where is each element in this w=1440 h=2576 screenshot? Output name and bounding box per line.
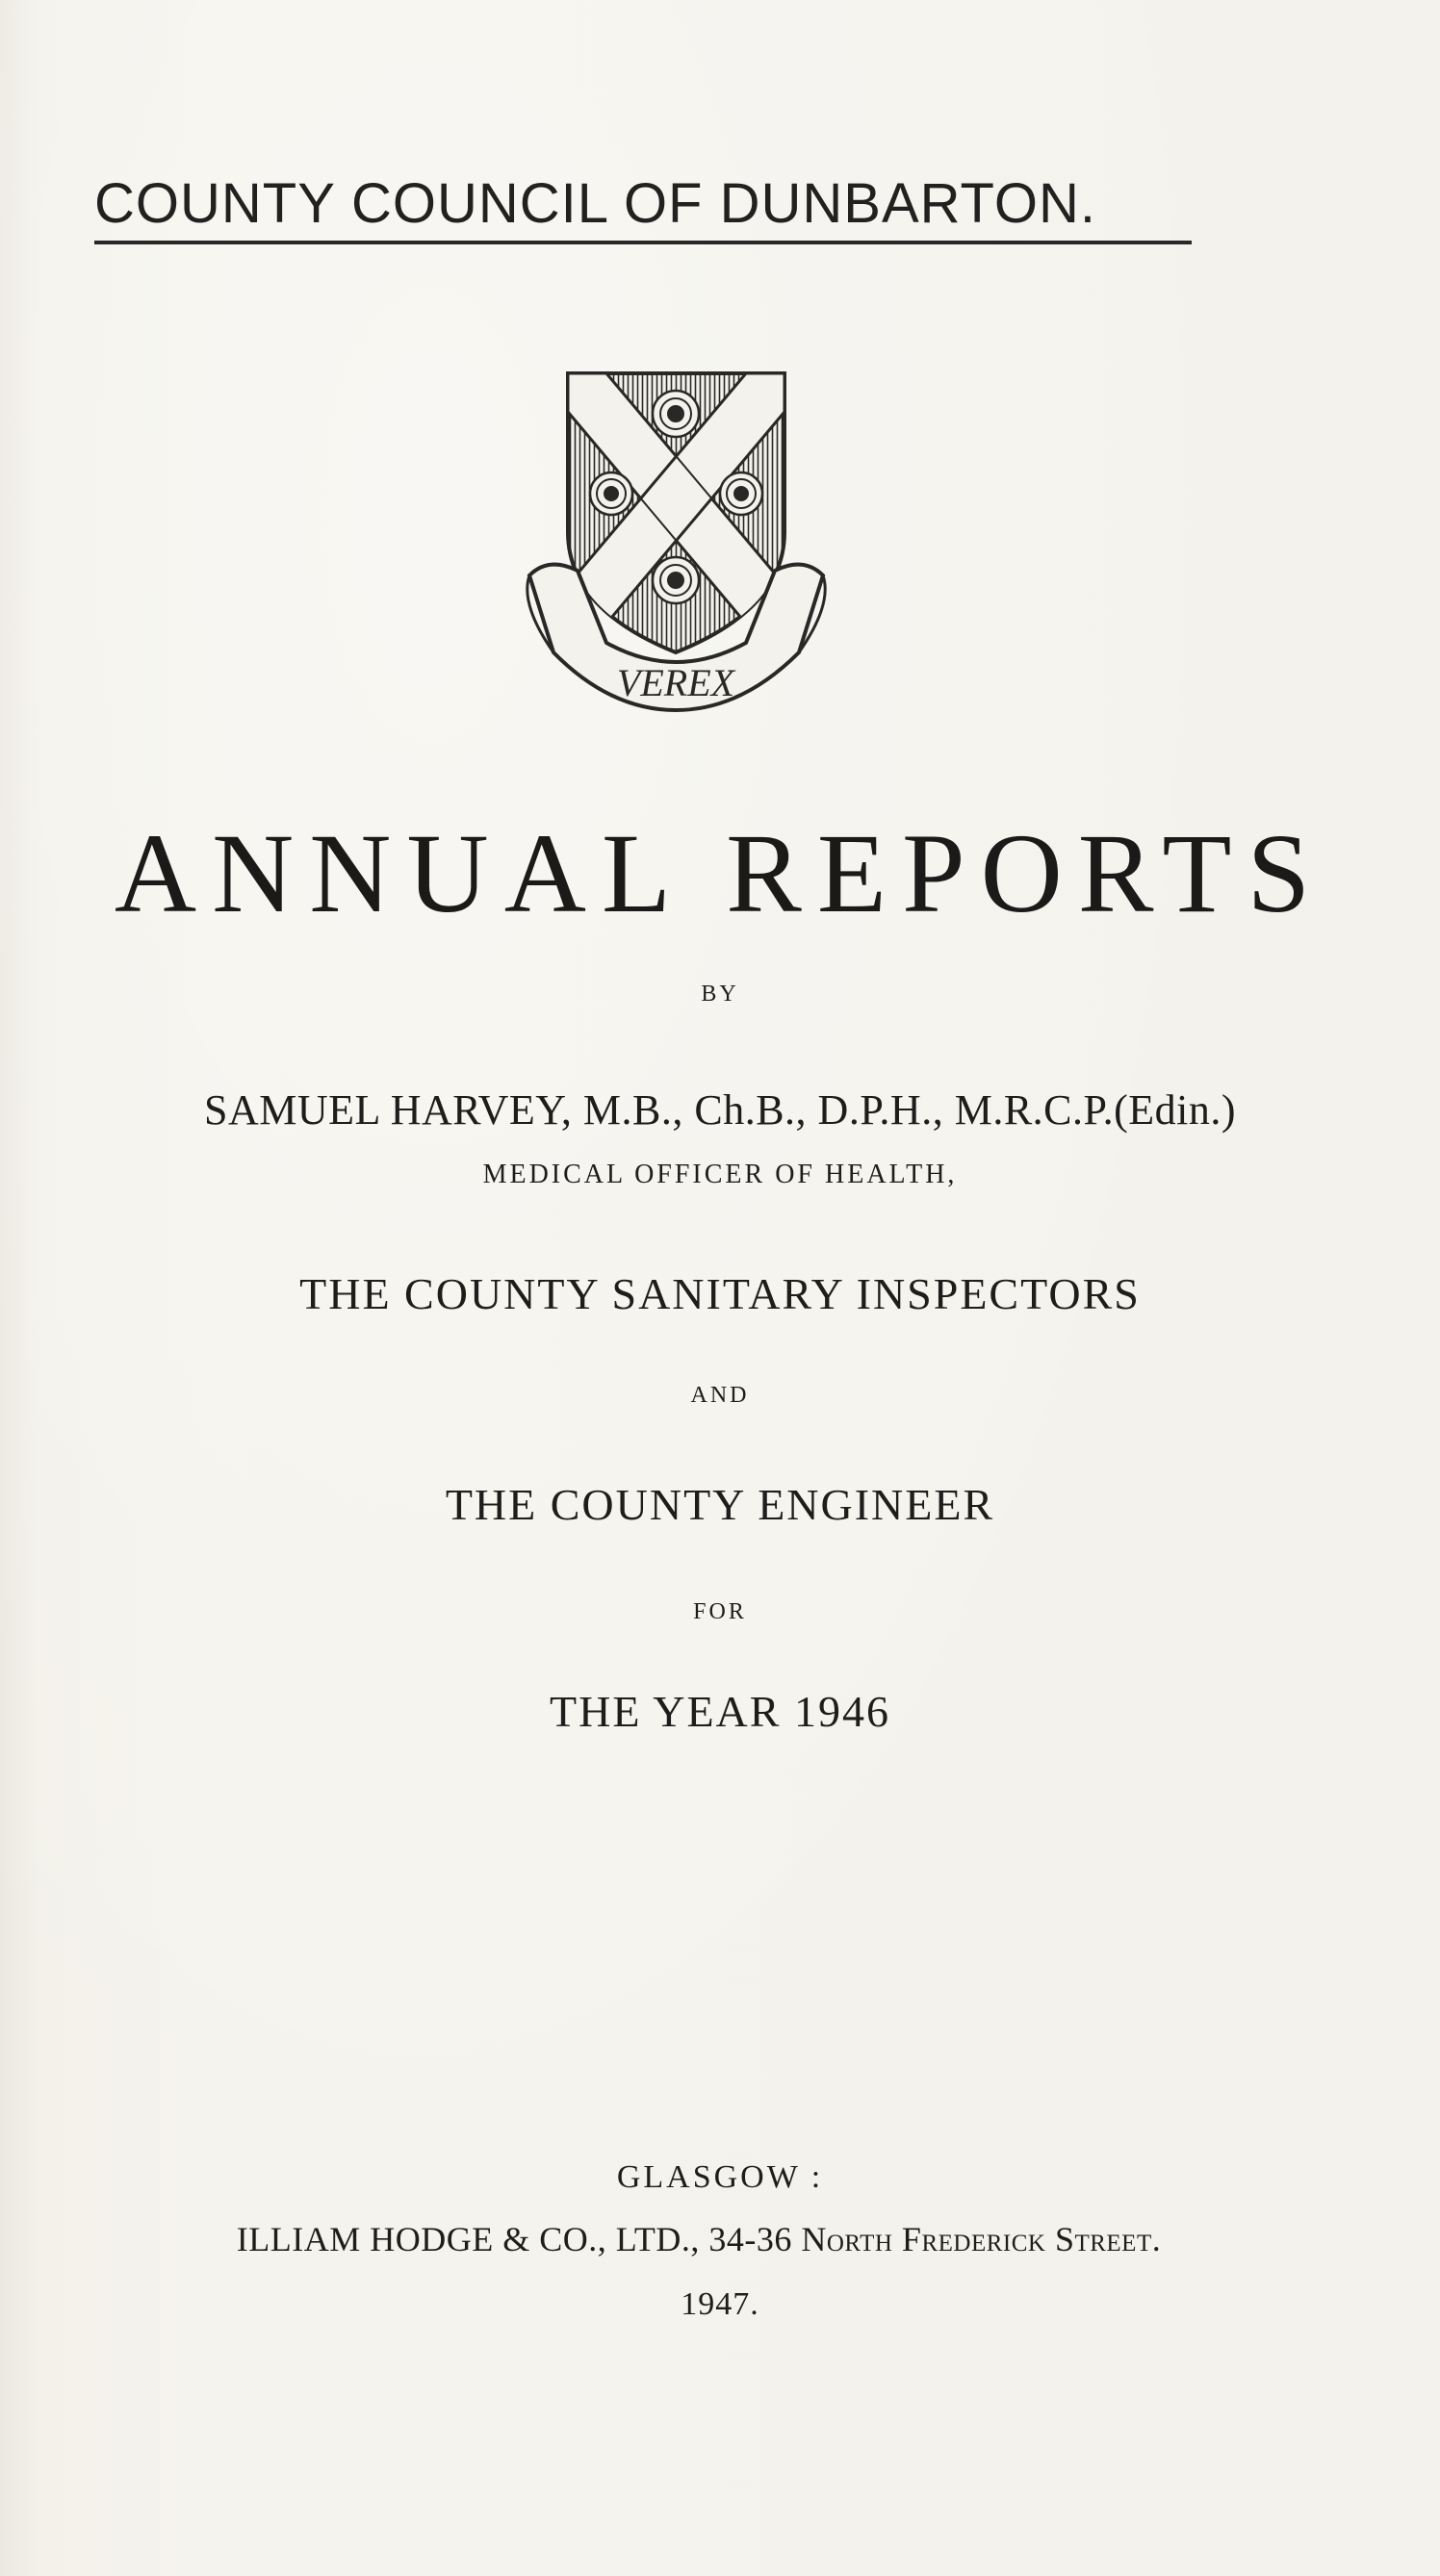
inspectors-line: THE COUNTY SANITARY INSPECTORS — [299, 1269, 1141, 1318]
author-name: SAMUEL HARVEY, M.B., Ch.B., D.P.H., M.R.C.P.(Edin.) — [203, 1086, 1237, 1134]
coat-of-arms-icon — [510, 364, 837, 729]
imprint-city: GLASGOW : — [616, 2159, 824, 2195]
report-year: THE YEAR 1946 — [550, 1687, 890, 1736]
by-label: BY — [701, 982, 739, 1007]
crest-motto: VEREX — [616, 661, 735, 704]
imprint-year: 1947. — [681, 2286, 759, 2322]
printer-name: ILLIAM HODGE & CO., LTD., 34-36 — [236, 2220, 802, 2258]
council-title: COUNTY COUNCIL OF DUNBARTON. — [94, 172, 1096, 235]
and-label: AND — [690, 1383, 750, 1408]
author-role: MEDICAL OFFICER OF HEALTH, — [482, 1160, 958, 1189]
imprint-printer — [0, 2219, 1419, 2259]
printer-street: North Frederick Street. — [801, 2220, 1162, 2258]
for-label: FOR — [693, 1599, 747, 1624]
title-underline — [94, 241, 1192, 244]
engineer-line: THE COUNTY ENGINEER — [445, 1480, 995, 1529]
main-title: ANNUAL REPORTS — [114, 810, 1326, 936]
